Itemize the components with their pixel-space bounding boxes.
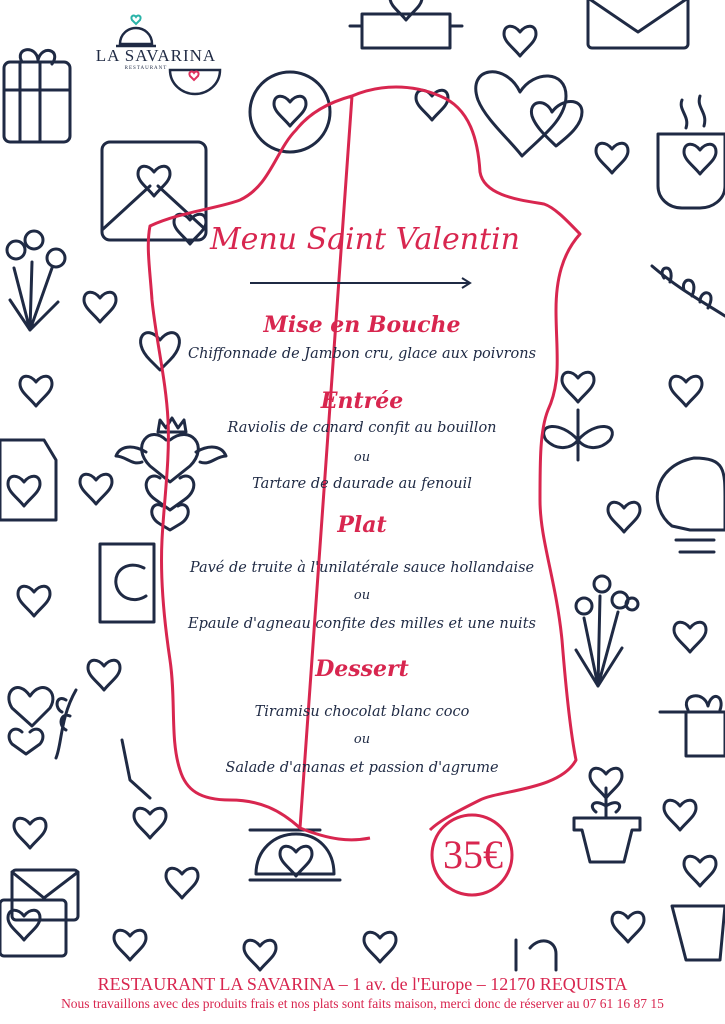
section-heading-plat: Plat [337,512,387,538]
bowl-logo-icon [86,64,226,104]
cloche-logo-icon [86,8,226,48]
or-separator: ou [353,588,371,603]
restaurant-logo [86,8,226,98]
footer-reservation-note: Nous travaillons avec des produits frais et nos plats sont faits maison, merci donc de réserver au 07 61 16 87 15 [61,996,664,1011]
menu-title: Menu Saint Valentin [209,222,521,257]
menu-item: Tartare de daurade au fenouil [252,476,472,492]
section-heading-entree: Entrée [320,388,404,414]
menu-item: Pavé de truite à l'unilatérale sauce hollandaise [189,560,535,576]
arrow-divider-icon [250,276,476,290]
menu-price: 35€ [443,832,503,877]
menu-item: Chiffonnade de Jambon cru, glace aux poivrons [187,346,537,362]
menu-item: Raviolis de canard confit au bouillon [227,420,497,436]
logo-subtitle: RESTAURANT [124,66,168,71]
logo-name: LA SAVARINA [95,46,217,65]
menu-item: Epaule d'agneau confite des milles et une nuits [188,616,536,632]
menu-item: Tiramisu chocolat blanc coco [254,704,470,720]
menu-item: Salade d'ananas et passion d'agrume [225,760,499,776]
footer-address: RESTAURANT LA SAVARINA – 1 av. de l'Europe – 12170 REQUISTA [97,974,628,994]
or-separator: ou [353,450,371,465]
or-separator: ou [353,732,371,747]
section-heading-dessert: Dessert [315,656,409,682]
section-heading-mise-en-bouche: Mise en Bouche [263,312,461,338]
